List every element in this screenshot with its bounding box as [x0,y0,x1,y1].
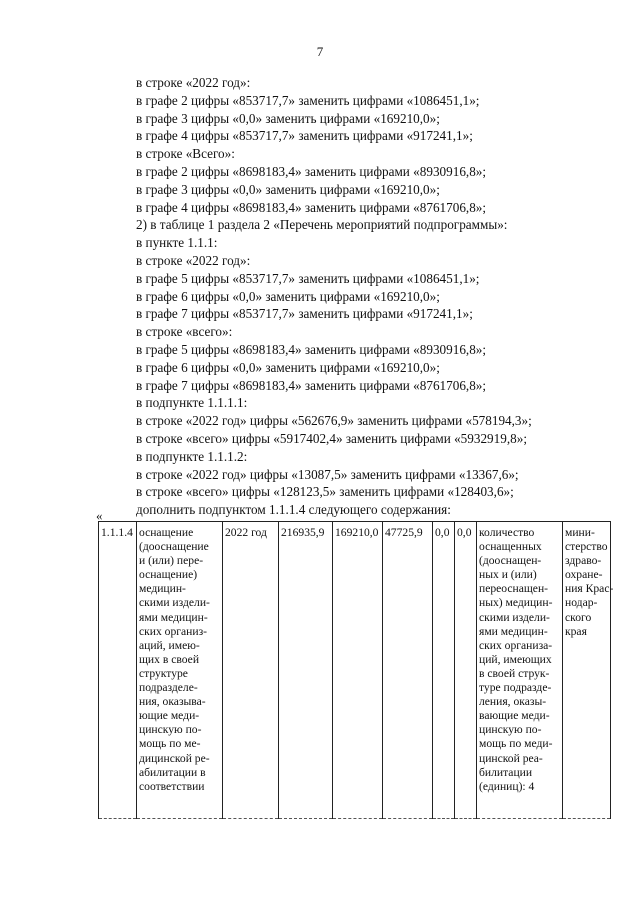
text-line: в графе 7 цифры «8698183,4» заменить цифрами «8761706,8»; [136,377,487,393]
text-line: в графе 2 цифры «8698183,4» заменить цифрами «8930916,8»; [136,163,487,179]
text-line: в графе 2 цифры «853717,7» заменить цифрами «1086451,1»; [136,92,480,108]
text-line: в строке «всего» цифры «128123,5» заменить цифрами «128403,6»; [136,484,514,500]
regional-budget-cell: 47725,9 [383,522,433,819]
executor-cell: мини- стерство здраво- охране- ния Крас- нодар- ского края [563,522,611,819]
text-line: в строке «2022 год» цифры «562676,9» заменить цифрами «578194,3»; [136,413,532,429]
result-cell: количество оснащенных (дооснащен- ных и (или) переоснащен- ных) медицин- скими издели- ями медицин- ских организа- ций, имеющих в своей струк- туре подразде- ления, оказы- вающие меди- цинскую по- мощь по меди- цинской реа- билитации (единиц): 4 [477,522,563,819]
text-line: в строке «2022 год»: [136,75,251,90]
text-line: в графе 5 цифры «853717,7» заменить цифрами «1086451,1»; [136,270,480,286]
amendment-text [136,74,616,519]
measure-name-cell: оснащение (дооснащение и (или) пере- оснащение) медицин- скими издели- ями медицин- ских организ- аций, имею- щих в своей структуре подразделе- ния, оказыва- ющие меди- цинскую по- мощь по ме- дицинской ре- абилитации в соответствии [137,522,223,819]
text-line: в графе 6 цифры «0,0» заменить цифрами «169210,0»; [136,288,440,304]
table-row [99,522,611,819]
opening-quote-mark: « [96,508,103,523]
federal-budget-cell: 169210,0 [333,522,383,819]
text-line: в графе 3 цифры «0,0» заменить цифрами «169210,0»; [136,110,440,126]
local-budget-cell: 0,0 [433,522,455,819]
item-number-cell: 1.1.1.4 [99,522,137,819]
measures-table [98,521,614,819]
text-line: в графе 5 цифры «8698183,4» заменить цифрами «8930916,8»; [136,341,487,357]
text-line: дополнить подпунктом 1.1.1.4 следующего содержания: [136,502,451,518]
text-line: в строке «Всего»: [136,146,235,162]
page-number: 7 [316,44,324,59]
text-line: в строке «2022 год» цифры «13087,5» заменить цифрами «13367,6»; [136,466,519,482]
year-cell: 2022 год [223,522,279,819]
text-line: в графе 6 цифры «0,0» заменить цифрами «169210,0»; [136,359,440,375]
text-line: в строке «всего»: [136,324,233,340]
text-line: в графе 4 цифры «8698183,4» заменить цифрами «8761706,8»; [136,199,487,215]
text-line: в пункте 1.1.1: [136,235,218,251]
text-line: в строке «всего» цифры «5917402,4» заменить цифрами «5932919,8»; [136,430,527,446]
total-cell: 216935,9 [279,522,333,819]
text-line: в строке «2022 год»: [136,252,251,268]
text-line: в подпункте 1.1.1.1: [136,395,248,411]
text-line: 2) в таблице 1 раздела 2 «Перечень мероприятий подпрограммы»: [136,217,508,233]
text-line: в графе 3 цифры «0,0» заменить цифрами «169210,0»; [136,181,440,197]
text-line: в подпункте 1.1.1.2: [136,448,248,464]
other-sources-cell: 0,0 [455,522,477,819]
text-line: в графе 7 цифры «853717,7» заменить цифрами «917241,1»; [136,306,473,322]
text-line: в графе 4 цифры «853717,7» заменить цифрами «917241,1»; [136,128,473,144]
